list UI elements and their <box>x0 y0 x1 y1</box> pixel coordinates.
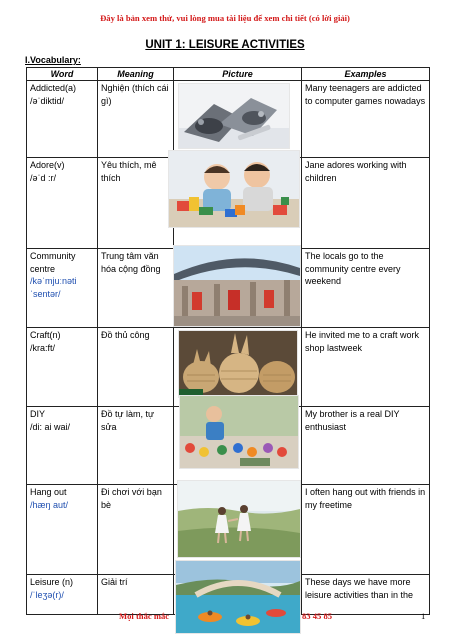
word-text: Addicted(a) <box>30 83 77 93</box>
table-row <box>27 81 430 158</box>
footer-contact-left: Mọi thắc mắc <box>119 611 170 621</box>
word-cell <box>27 81 98 158</box>
table-row <box>27 575 430 615</box>
table-row <box>27 407 430 485</box>
pool-leisure-photo <box>176 561 300 633</box>
header-picture: Picture <box>174 68 302 81</box>
meaning-cell: Yêu thích, mê thích <box>98 158 174 249</box>
table-row <box>27 249 430 328</box>
meaning-cell: Đồ tự làm, tự sửa <box>98 407 174 485</box>
word-ipa: /əˈd :r/ <box>30 172 57 183</box>
word-cell <box>27 328 98 407</box>
picture-cell <box>174 249 302 328</box>
word-text: Hang out <box>30 487 67 497</box>
word-ipa: /di: ai wai/ <box>30 421 71 432</box>
word-text: Adore(v) <box>30 160 65 170</box>
game-controllers-photo <box>179 84 289 148</box>
example-cell: He invited me to a craft work shop lastweek <box>302 328 430 407</box>
example-cell: Jane adores working with children <box>302 158 430 249</box>
section-heading: I.Vocabulary: <box>25 55 81 65</box>
meaning-cell: Giải trí <box>98 575 174 615</box>
table-row <box>27 158 430 249</box>
example-cell: These days we have more leisure activities than in the <box>302 575 430 615</box>
meaning-cell: Đồ thủ công <box>98 328 174 407</box>
word-ipa: /kəˈmjuːnəti ˈsentər/ <box>30 276 77 299</box>
example-cell: I often hang out with friends in my freetime <box>302 485 430 575</box>
table-row <box>27 328 430 407</box>
header-word: Word <box>27 68 98 81</box>
children-playing-blocks-photo <box>169 151 299 227</box>
word-text: DIY <box>30 409 46 419</box>
picture-cell <box>174 407 302 485</box>
example-cell: Many teenagers are addicted to computer games nowadays <box>302 81 430 158</box>
word-cell <box>27 158 98 249</box>
preview-notice: Đây là bản xem thử, vui lòng mua tài liệu để xem chi tiết (có lời giải) <box>100 13 350 23</box>
word-cell <box>27 249 98 328</box>
meaning-cell: Đi chơi với bạn bè <box>98 485 174 575</box>
word-cell <box>27 485 98 575</box>
word-cell <box>27 575 98 615</box>
picture-cell <box>174 158 302 249</box>
unit-title: UNIT 1: LEISURE ACTIVITIES <box>145 39 305 51</box>
meaning-cell: Nghiện (thích cái gì) <box>98 81 174 158</box>
word-ipa: /hæŋ aut/ <box>30 499 69 510</box>
vocabulary-table <box>26 67 430 615</box>
word-text: Craft(n) <box>30 330 61 340</box>
word-ipa: /əˈdiktid/ <box>30 95 65 106</box>
page-number: 1 <box>421 611 426 621</box>
picture-cell <box>174 328 302 407</box>
footer-contact-right: 83 45 85 <box>302 611 333 621</box>
table-header-row <box>27 68 430 81</box>
community-centre-building-photo <box>174 246 300 326</box>
picture-cell <box>174 575 302 615</box>
meaning-cell: Trung tâm văn hóa cộng đồng <box>98 249 174 328</box>
friends-in-field-photo <box>178 481 300 557</box>
woven-crafts-photo <box>179 331 297 397</box>
word-ipa: /kra:ft/ <box>30 342 56 353</box>
example-cell: My brother is a real DIY enthusiast <box>302 407 430 485</box>
word-ipa: /ˈleʒə(r)/ <box>30 589 64 600</box>
word-text: Community centre <box>30 251 76 274</box>
diy-crafts-photo <box>180 396 298 468</box>
header-examples: Examples <box>302 68 430 81</box>
header-meaning: Meaning <box>98 68 174 81</box>
word-text: Leisure (n) <box>30 577 74 587</box>
example-cell: The locals go to the community centre every weekend <box>302 249 430 328</box>
picture-cell <box>174 81 302 158</box>
word-cell <box>27 407 98 485</box>
